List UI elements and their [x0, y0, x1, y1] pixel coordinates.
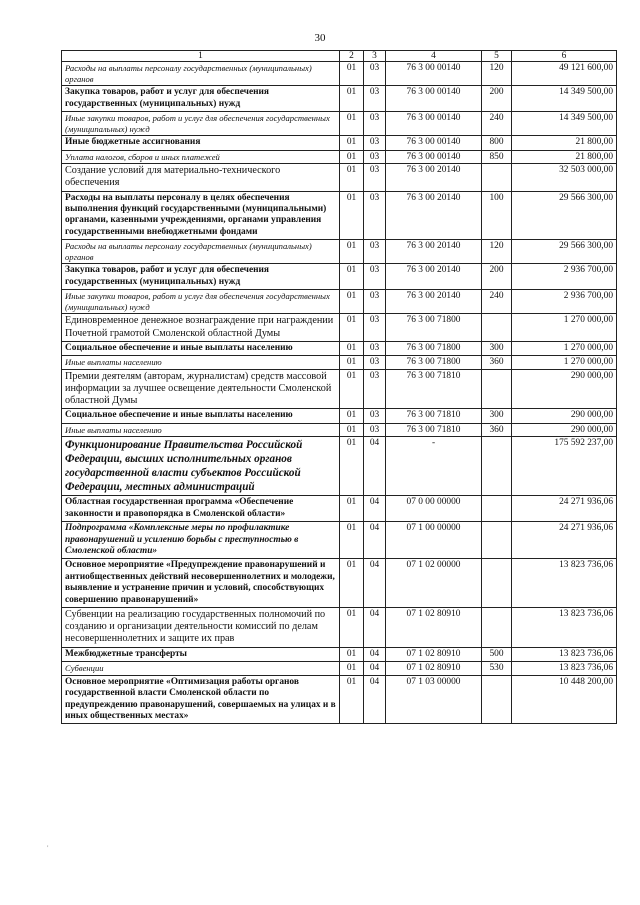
- row-amount-cell: 24 271 936,06: [512, 496, 617, 522]
- scan-mark: ,: [47, 842, 49, 848]
- row-amount-cell: 13 823 736,06: [512, 608, 617, 648]
- table-row: [62, 191, 617, 240]
- row-expense-type-cell: 120: [482, 240, 512, 264]
- row-expense-type-cell: 500: [482, 647, 512, 661]
- row-subsection-cell: 04: [364, 662, 386, 676]
- table-row: [62, 662, 617, 676]
- table-row: [62, 314, 617, 341]
- row-section-cell: 01: [340, 290, 364, 314]
- row-subsection-cell: 03: [364, 290, 386, 314]
- table-row: [62, 356, 617, 370]
- row-section-cell: 01: [340, 409, 364, 423]
- row-amount-cell: 14 349 500,00: [512, 86, 617, 112]
- row-subsection-cell: 03: [364, 112, 386, 136]
- row-amount-cell: 290 000,00: [512, 423, 617, 437]
- row-target-code-cell: 76 3 00 00140: [386, 112, 482, 136]
- row-name-cell: Основное мероприятие «Оптимизация работы органов государственной власти Смоленской области по предупреждению правонарушений, совершаемых на улицах и в иных общественных местах»: [62, 675, 340, 724]
- row-section-cell: 01: [340, 496, 364, 522]
- row-target-code-cell: 07 1 00 00000: [386, 522, 482, 559]
- row-section-cell: 01: [340, 647, 364, 661]
- row-section-cell: 01: [340, 662, 364, 676]
- row-name-cell: Социальное обеспечение и иные выплаты населению: [62, 341, 340, 355]
- row-name-cell: Основное мероприятие «Предупреждение правонарушений и антиобщественных действий несовершеннолетних и молодежи, выявление и устранение причин и условий, способствующих совершению правонарушений»: [62, 559, 340, 608]
- row-subsection-cell: 04: [364, 608, 386, 648]
- row-subsection-cell: 04: [364, 437, 386, 496]
- row-expense-type-cell: [482, 522, 512, 559]
- row-section-cell: 01: [340, 150, 364, 164]
- row-name-cell: Иные бюджетные ассигнования: [62, 136, 340, 150]
- header-col-3: 3: [364, 51, 386, 62]
- table-row: [62, 608, 617, 648]
- row-section-cell: 01: [340, 191, 364, 240]
- row-section-cell: 01: [340, 437, 364, 496]
- header-col-6: 6: [512, 51, 617, 62]
- row-section-cell: 01: [340, 86, 364, 112]
- table-row: [62, 62, 617, 86]
- row-amount-cell: 175 592 237,00: [512, 437, 617, 496]
- header-col-1: 1: [62, 51, 340, 62]
- row-name-cell: Функционирование Правительства Российской Федерации, высших исполнительных органов государственной власти субъектов Российской Федерации, местных администраций: [62, 437, 340, 496]
- row-name-cell: Иные выплаты населению: [62, 423, 340, 437]
- row-subsection-cell: 03: [364, 369, 386, 409]
- row-name-cell: Подпрограмма «Комплексные меры по профилактике правонарушений и усилению борьбы с преступностью в Смоленской области»: [62, 522, 340, 559]
- table-row: [62, 264, 617, 290]
- row-name-cell: Расходы на выплаты персоналу государственных (муниципальных) органов: [62, 240, 340, 264]
- row-amount-cell: 2 936 700,00: [512, 290, 617, 314]
- row-subsection-cell: 03: [364, 136, 386, 150]
- row-target-code-cell: 07 1 02 80910: [386, 647, 482, 661]
- row-section-cell: 01: [340, 112, 364, 136]
- row-name-cell: Расходы на выплаты персоналу государственных (муниципальных) органов: [62, 62, 340, 86]
- row-expense-type-cell: 200: [482, 264, 512, 290]
- row-amount-cell: 29 566 300,00: [512, 240, 617, 264]
- row-subsection-cell: 04: [364, 647, 386, 661]
- table-row: [62, 150, 617, 164]
- row-subsection-cell: 03: [364, 264, 386, 290]
- row-expense-type-cell: 800: [482, 136, 512, 150]
- row-subsection-cell: 04: [364, 522, 386, 559]
- row-expense-type-cell: 300: [482, 341, 512, 355]
- table-row: [62, 496, 617, 522]
- row-name-cell: Премии деятелям (авторам, журналистам) средств массовой информации за лучшее освещение деятельности Смоленской областной Думы: [62, 369, 340, 409]
- row-subsection-cell: 03: [364, 409, 386, 423]
- row-section-cell: 01: [340, 314, 364, 341]
- row-name-cell: Субвенции: [62, 662, 340, 676]
- table-header-row: [62, 51, 617, 62]
- row-amount-cell: 13 823 736,06: [512, 662, 617, 676]
- row-subsection-cell: 03: [364, 62, 386, 86]
- row-amount-cell: 14 349 500,00: [512, 112, 617, 136]
- row-name-cell: Создание условий для материально-технического обеспечения: [62, 164, 340, 191]
- row-target-code-cell: 76 3 00 00140: [386, 62, 482, 86]
- row-section-cell: 01: [340, 423, 364, 437]
- table-row: [62, 164, 617, 191]
- row-section-cell: 01: [340, 559, 364, 608]
- table-row: [62, 136, 617, 150]
- row-amount-cell: 10 448 200,00: [512, 675, 617, 724]
- row-name-cell: Закупка товаров, работ и услуг для обеспечения государственных (муниципальных) нужд: [62, 264, 340, 290]
- row-amount-cell: 1 270 000,00: [512, 314, 617, 341]
- row-expense-type-cell: [482, 559, 512, 608]
- table-row: [62, 240, 617, 264]
- row-expense-type-cell: 850: [482, 150, 512, 164]
- row-section-cell: 01: [340, 522, 364, 559]
- row-target-code-cell: 76 3 00 20140: [386, 191, 482, 240]
- row-section-cell: 01: [340, 136, 364, 150]
- row-target-code-cell: 76 3 00 20140: [386, 164, 482, 191]
- table-row: [62, 369, 617, 409]
- row-target-code-cell: 07 1 02 80910: [386, 662, 482, 676]
- table-row: [62, 341, 617, 355]
- row-subsection-cell: 03: [364, 423, 386, 437]
- row-target-code-cell: 76 3 00 00140: [386, 150, 482, 164]
- row-target-code-cell: 76 3 00 71810: [386, 369, 482, 409]
- row-section-cell: 01: [340, 608, 364, 648]
- row-expense-type-cell: 200: [482, 86, 512, 112]
- row-name-cell: Социальное обеспечение и иные выплаты населению: [62, 409, 340, 423]
- row-amount-cell: 1 270 000,00: [512, 356, 617, 370]
- table-row: [62, 409, 617, 423]
- table-row: [62, 437, 617, 496]
- row-expense-type-cell: 300: [482, 409, 512, 423]
- row-expense-type-cell: 100: [482, 191, 512, 240]
- row-target-code-cell: 76 3 00 71800: [386, 341, 482, 355]
- row-name-cell: Иные закупки товаров, работ и услуг для обеспечения государственных (муниципальных) нужд: [62, 112, 340, 136]
- row-expense-type-cell: [482, 369, 512, 409]
- row-amount-cell: 49 121 600,00: [512, 62, 617, 86]
- row-target-code-cell: 76 3 00 20140: [386, 290, 482, 314]
- row-section-cell: 01: [340, 341, 364, 355]
- row-target-code-cell: 07 0 00 00000: [386, 496, 482, 522]
- row-subsection-cell: 04: [364, 496, 386, 522]
- row-amount-cell: 29 566 300,00: [512, 191, 617, 240]
- row-subsection-cell: 03: [364, 341, 386, 355]
- row-amount-cell: 13 823 736,06: [512, 559, 617, 608]
- row-expense-type-cell: 360: [482, 423, 512, 437]
- header-col-2: 2: [340, 51, 364, 62]
- table-row: [62, 423, 617, 437]
- table-row: [62, 522, 617, 559]
- row-target-code-cell: -: [386, 437, 482, 496]
- row-amount-cell: 21 800,00: [512, 150, 617, 164]
- row-name-cell: Единовременное денежное вознаграждение при награждении Почетной грамотой Смоленской областной Думы: [62, 314, 340, 341]
- row-expense-type-cell: [482, 314, 512, 341]
- row-name-cell: Межбюджетные трансферты: [62, 647, 340, 661]
- row-name-cell: Областная государственная программа «Обеспечение законности и правопорядка в Смоленской области»: [62, 496, 340, 522]
- row-target-code-cell: 76 3 00 71800: [386, 314, 482, 341]
- row-subsection-cell: 03: [364, 191, 386, 240]
- page-number: 30: [314, 32, 326, 44]
- row-expense-type-cell: [482, 437, 512, 496]
- row-expense-type-cell: [482, 164, 512, 191]
- table-row: [62, 675, 617, 724]
- row-name-cell: Уплата налогов, сборов и иных платежей: [62, 150, 340, 164]
- row-subsection-cell: 03: [364, 356, 386, 370]
- row-expense-type-cell: [482, 675, 512, 724]
- row-amount-cell: 13 823 736,06: [512, 647, 617, 661]
- row-name-cell: Расходы на выплаты персоналу в целях обеспечения выполнения функций государственными (муниципальными) органами, казенными учреждениями, органами управления государственными внебюджетными фондами: [62, 191, 340, 240]
- row-subsection-cell: 04: [364, 675, 386, 724]
- row-amount-cell: 1 270 000,00: [512, 341, 617, 355]
- table-row: [62, 290, 617, 314]
- row-subsection-cell: 03: [364, 240, 386, 264]
- row-subsection-cell: 03: [364, 314, 386, 341]
- budget-table: [61, 50, 617, 724]
- row-subsection-cell: 04: [364, 559, 386, 608]
- row-subsection-cell: 03: [364, 150, 386, 164]
- row-target-code-cell: 76 3 00 71800: [386, 356, 482, 370]
- row-target-code-cell: 76 3 00 71810: [386, 423, 482, 437]
- row-amount-cell: 24 271 936,06: [512, 522, 617, 559]
- table-row: [62, 559, 617, 608]
- row-amount-cell: 2 936 700,00: [512, 264, 617, 290]
- row-expense-type-cell: [482, 608, 512, 648]
- row-target-code-cell: 76 3 00 71810: [386, 409, 482, 423]
- row-amount-cell: 32 503 000,00: [512, 164, 617, 191]
- row-amount-cell: 21 800,00: [512, 136, 617, 150]
- row-amount-cell: 290 000,00: [512, 369, 617, 409]
- row-target-code-cell: 76 3 00 20140: [386, 264, 482, 290]
- row-subsection-cell: 03: [364, 86, 386, 112]
- row-target-code-cell: 07 1 02 80910: [386, 608, 482, 648]
- row-target-code-cell: 76 3 00 00140: [386, 136, 482, 150]
- row-section-cell: 01: [340, 264, 364, 290]
- row-section-cell: 01: [340, 164, 364, 191]
- row-section-cell: 01: [340, 675, 364, 724]
- table-row: [62, 86, 617, 112]
- row-expense-type-cell: [482, 496, 512, 522]
- row-target-code-cell: 07 1 02 00000: [386, 559, 482, 608]
- header-col-5: 5: [482, 51, 512, 62]
- row-expense-type-cell: 530: [482, 662, 512, 676]
- row-section-cell: 01: [340, 356, 364, 370]
- row-section-cell: 01: [340, 62, 364, 86]
- row-name-cell: Субвенции на реализацию государственных полномочий по созданию и организации деятельности комиссий по делам несовершеннолетних и защите их прав: [62, 608, 340, 648]
- row-amount-cell: 290 000,00: [512, 409, 617, 423]
- table-row: [62, 112, 617, 136]
- row-expense-type-cell: 120: [482, 62, 512, 86]
- table-body: [62, 62, 617, 724]
- header-col-4: 4: [386, 51, 482, 62]
- row-expense-type-cell: 240: [482, 112, 512, 136]
- row-name-cell: Иные закупки товаров, работ и услуг для обеспечения государственных (муниципальных) нужд: [62, 290, 340, 314]
- row-target-code-cell: 07 1 03 00000: [386, 675, 482, 724]
- row-expense-type-cell: 360: [482, 356, 512, 370]
- row-expense-type-cell: 240: [482, 290, 512, 314]
- row-section-cell: 01: [340, 369, 364, 409]
- row-subsection-cell: 03: [364, 164, 386, 191]
- row-name-cell: Иные выплаты населению: [62, 356, 340, 370]
- row-target-code-cell: 76 3 00 00140: [386, 86, 482, 112]
- row-target-code-cell: 76 3 00 20140: [386, 240, 482, 264]
- row-section-cell: 01: [340, 240, 364, 264]
- table-row: [62, 647, 617, 661]
- row-name-cell: Закупка товаров, работ и услуг для обеспечения государственных (муниципальных) нужд: [62, 86, 340, 112]
